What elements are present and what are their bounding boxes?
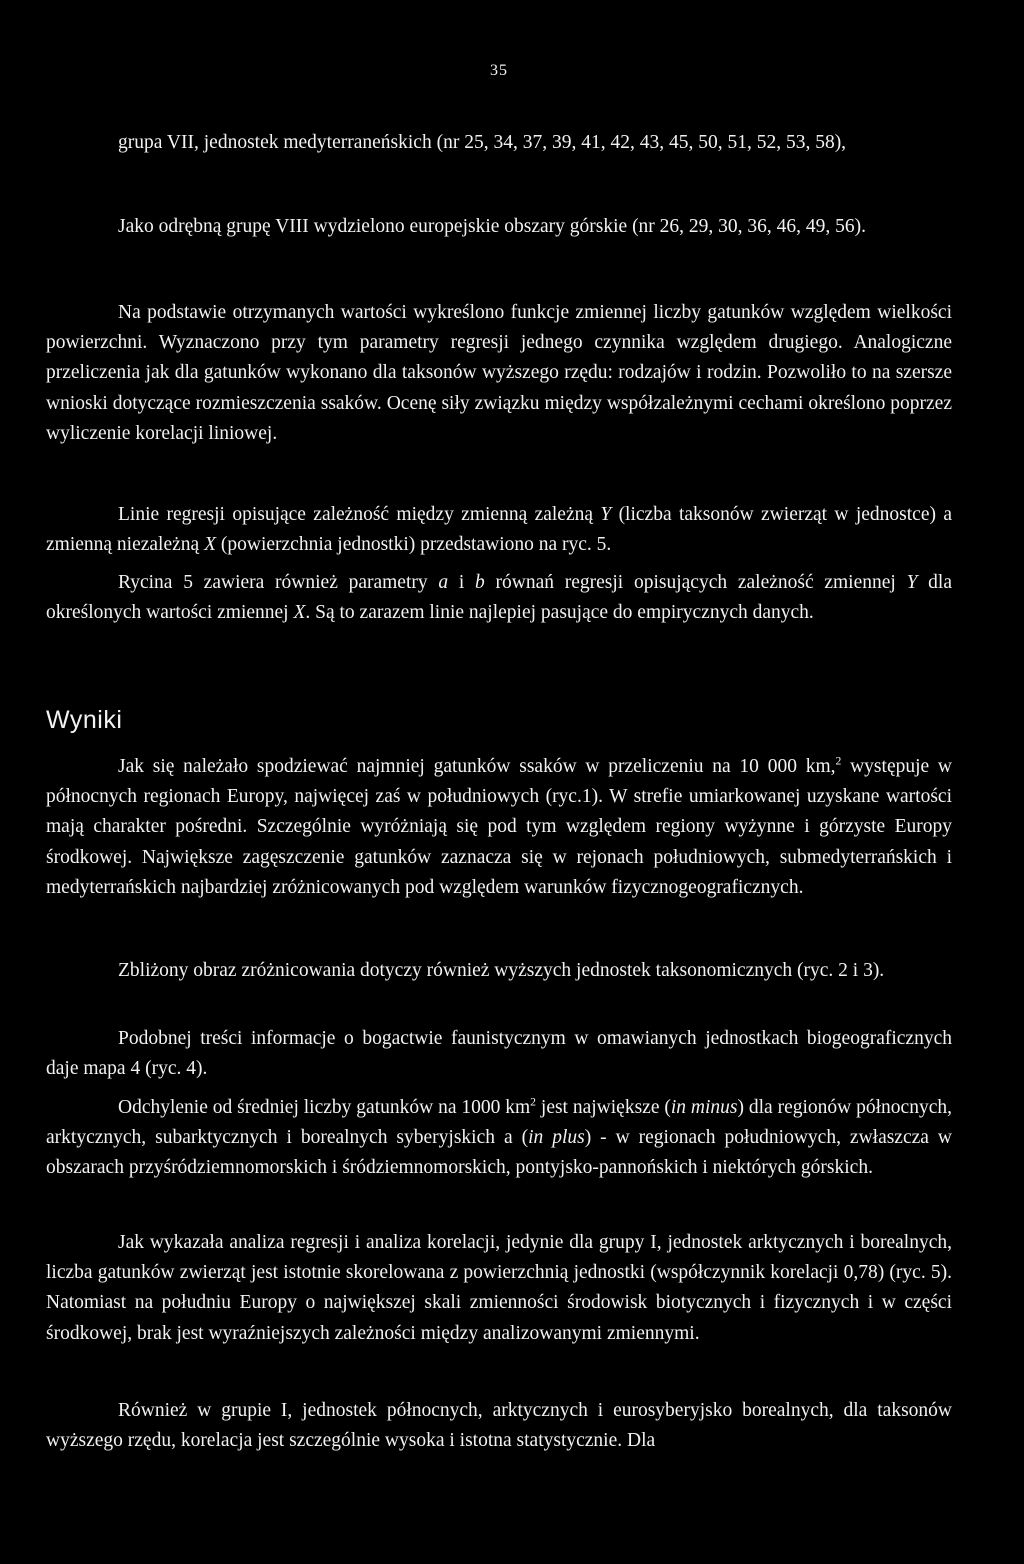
paragraph-results-5: Jak wykazała analiza regresji i analiza korelacji, jedynie dla grupy I, jednostek arktycznych i borealnych, liczba gatunków zwierząt jest istotnie skorelowana z powierzchnią jednostki (współczynnik korelacji 0,78) (ryc. 5). Natomiast na południu Europy o największej skali zmienności środowisk biotycznych i fizycznych i w części środkowej, brak jest wyraźniejszych zależności między analizowanymi zmiennymi. <box>46 1232 952 1344</box>
paragraph-results-3: Podobnej treści informacje o bogactwie faunistycznym w omawianych jednostkach biogeograficznych daje mapa 4 (ryc. 4). <box>46 1028 952 1080</box>
paragraph-results-4: Odchylenie od średniej liczby gatunków na 1000 $km^2$ jest największe (in minus) dla regionów północnych, arktycznych, subarktycznych i borealnych syberyjskich a (in plus) - w regionach południowych, zwłaszcza w obszarach przyśródziemnomorskich i śródziemnomorskich, pontyjsko-pannońskich i niektórych górskich. <box>46 1095 952 1179</box>
paragraph-regression-lines: Linie regresji opisujące zależność między zmienną zależną Y (liczba taksonów zwierząt w jednostce) a zmienną niezależną X (powierzchnia jednostki) przedstawiono na ryc. 5. <box>46 504 952 556</box>
document-page <box>46 0 952 1564</box>
paragraph-methods: Na podstawie otrzymanych wartości wykreślono funkcje zmiennej liczby gatunków względem wielkości powierzchni. Wyznaczono przy tym parametry regresji jednego czynnika względem drugiego. Analogiczne przeliczenia jak dla gatunków wykonano dla taksonów wyższego rzędu: rodzajów i rodzin. Pozwoliło to na szersze wnioski dotyczące rozmieszczenia ssaków. Ocenę siły związku między współzależnymi cechami określono poprzez wyliczenie korelacji liniowej. <box>46 302 952 444</box>
paragraph-figure-5: Rycina 5 zawiera również parametry a i b równań regresji opisujących zależność zmiennej Y dla określonych wartości zmiennej X. Są to zarazem linie najlepiej pasujące do empirycznych danych. <box>46 572 953 624</box>
paragraph-group-viii: Jako odrębną grupę VIII wydzielono europejskie obszary górskie (nr 26, 29, 30, 36, 46, 49, 56). <box>118 216 867 237</box>
paragraph-results-6: Również w grupie I, jednostek północnych, arktycznych i eurosyberyjsko borealnych, dla taksonów wyższego rzędu, korelacja jest szczególnie wysoka i istotna statystycznie. Dla <box>46 1400 952 1452</box>
paragraph-results-2: Zbliżony obraz zróżnicowania dotyczy również wyższych jednostek taksonomicznych (ryc. 2 i 3). <box>118 960 885 981</box>
section-heading-results: Wyniki <box>46 706 123 734</box>
paragraph-results-1: Jak się należało spodziewać najmniej gatunków ssaków w przeliczeniu na 10 000 km,$^2$ występuje w północnych regionach Europy, najwięcej zaś w południowych (ryc.1). W strefie umiarkowanej uzyskane wartości mają charakter pośredni. Szczególnie wyróżniają się pod tym względem regiony wyżynne i górzyste Europy środkowej. Największe zagęszczenie gatunków zaznacza się w rejonach południowych, submedyterrańskich i medyterrańskich najbardziej zróżnicowanych pod względem warunków fizycznogeograficznych. <box>46 754 953 898</box>
paragraph-group-vii: grupa VII, jednostek medyterraneńskich (nr 25, 34, 37, 39, 41, 42, 43, 45, 50, 51, 52, 53, 58), <box>118 132 847 153</box>
page-number: 35 <box>490 62 508 79</box>
